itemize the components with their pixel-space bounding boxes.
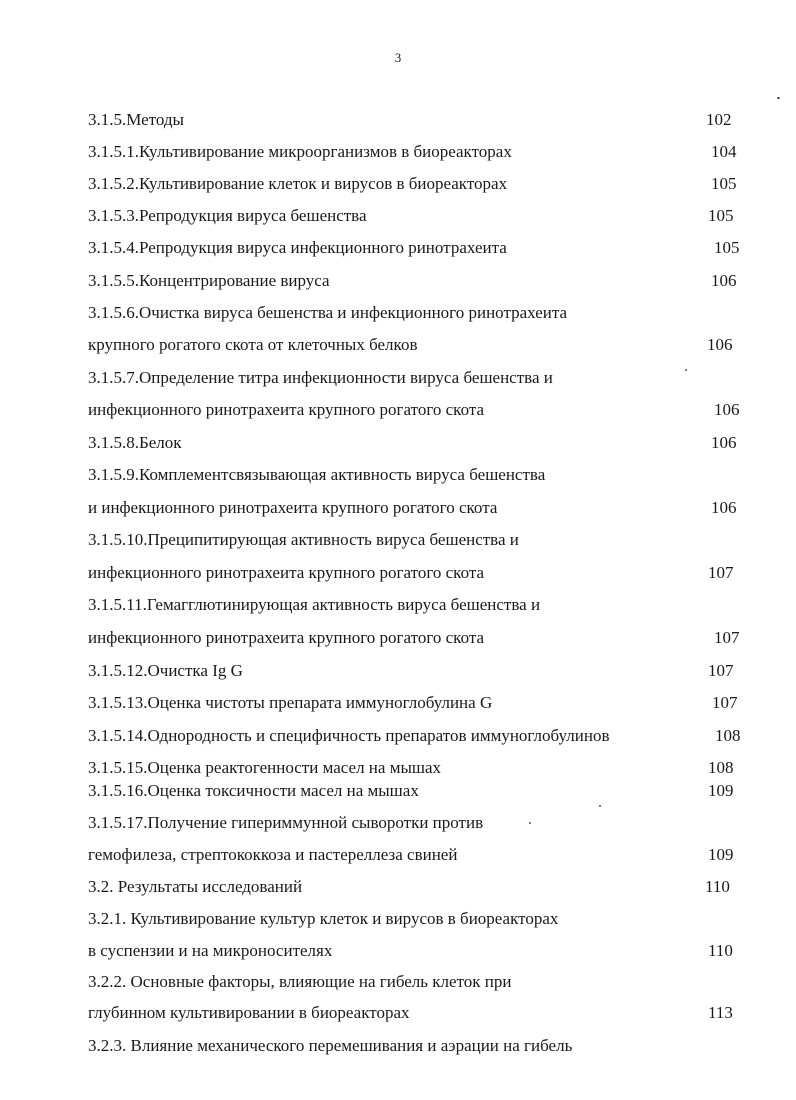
toc-entry-text: инфекционного ринотрахеита крупного рогатого скота xyxy=(88,628,485,647)
toc-entry-text: 3.1.5.15.Оценка реактогенности масел на мышах xyxy=(88,758,442,777)
toc-entry-page: 106 xyxy=(711,433,737,452)
toc-entry-text: гемофилеза, стрептококкоза и пастереллеза свиней xyxy=(88,845,458,864)
toc-entry-page: 110 xyxy=(708,941,733,960)
toc-entry-page: 102 xyxy=(706,110,732,129)
toc-entry-text: 3.1.5.1.Культивирование микроорганизмов в биореакторах xyxy=(88,142,512,161)
toc-entry-text: инфекционного ринотрахеита крупного рогатого скота xyxy=(88,400,485,419)
toc-entry-text: 3.1.5.16.Оценка токсичности масел на мышах xyxy=(88,781,419,800)
toc-entry-text: 3.1.5.14.Однородность и специфичность препаратов иммуноглобулинов xyxy=(88,726,610,745)
toc-entry-page: 107 xyxy=(712,693,738,712)
toc-entry-text: глубинном культивировании в биореакторах xyxy=(88,1003,410,1022)
scan-speck xyxy=(685,369,687,371)
toc-entry-page: 105 xyxy=(714,238,740,257)
toc-entry-text: 3.1.5.12.Очистка Ig G xyxy=(88,661,243,680)
toc-entry-text: 3.2.2. Основные факторы, влияющие на гибель клеток при xyxy=(88,972,512,991)
toc-entry-page: 105 xyxy=(711,174,737,193)
toc-entry-page: 113 xyxy=(708,1003,733,1022)
toc-entry-text: 3.1.5.6.Очистка вируса бешенства и инфекционного ринотрахеита xyxy=(88,303,568,322)
toc-entry-text: 3.1.5.17.Получение гипериммунной сыворотки против xyxy=(88,813,484,832)
toc-entry-text: в суспензии и на микроносителях xyxy=(88,941,333,960)
toc-entry-text: 3.1.5.4.Репродукция вируса инфекционного ринотрахеита xyxy=(88,238,507,257)
scan-speck xyxy=(777,97,780,99)
toc-entry-text: 3.2. Результаты исследований xyxy=(88,877,303,896)
toc-entry-text: 3.1.5.5.Концентрирование вируса xyxy=(88,271,330,290)
scan-speck xyxy=(529,822,531,824)
toc-entry-page: 107 xyxy=(714,628,740,647)
scan-speck xyxy=(599,805,601,807)
toc-entry-page: 105 xyxy=(708,206,734,225)
toc-entry-page: 107 xyxy=(708,661,734,680)
toc-entry-page: 109 xyxy=(708,845,734,864)
toc-entry-page: 106 xyxy=(711,498,737,517)
toc-entry-text: 3.1.5.7.Определение титра инфекционности вируса бешенства и xyxy=(88,368,553,387)
toc-entry-page: 106 xyxy=(714,400,740,419)
toc-entry-text: 3.1.5.13.Оценка чистоты препарата иммуноглобулина G xyxy=(88,693,493,712)
toc-entry-text: крупного рогатого скота от клеточных белков xyxy=(88,335,418,354)
toc-entry-page: 106 xyxy=(711,271,737,290)
toc-entry-text: инфекционного ринотрахеита крупного рогатого скота xyxy=(88,563,485,582)
toc-entry-page: 108 xyxy=(708,758,734,777)
toc-entry-page: 108 xyxy=(715,726,741,745)
toc-entry-text: и инфекционного ринотрахеита крупного рогатого скота xyxy=(88,498,498,517)
toc-entry-page: 110 xyxy=(705,877,730,896)
toc-entry-text: 3.1.5.11.Гемагглютинирующая активность вируса бешенства и xyxy=(88,595,541,614)
toc-entry-text: 3.1.5.2.Культивирование клеток и вирусов в биореакторах xyxy=(88,174,508,193)
toc-entry-text: 3.1.5.3.Репродукция вируса бешенства xyxy=(88,206,367,225)
toc-entry-text: 3.2.1. Культивирование культур клеток и вирусов в биореакторах xyxy=(88,909,559,928)
toc-entry-page: 104 xyxy=(711,142,737,161)
toc-entry-text: 3.1.5.10.Преципитирующая активность вируса бешенства и xyxy=(88,530,519,549)
toc-entry-text: 3.1.5.9.Комплементсвязывающая активность вируса бешенства xyxy=(88,465,546,484)
toc-entry-text: 3.1.5.8.Белок xyxy=(88,433,182,452)
toc-entry-text: 3.2.3. Влияние механического перемешивания и аэрации на гибель xyxy=(88,1036,573,1055)
toc-entry-page: 107 xyxy=(708,563,734,582)
toc-entry-page: 109 xyxy=(708,781,734,800)
page-number: 3 xyxy=(394,50,402,65)
toc-entry-page: 106 xyxy=(707,335,733,354)
toc-entry-text: 3.1.5.Методы xyxy=(88,110,184,129)
